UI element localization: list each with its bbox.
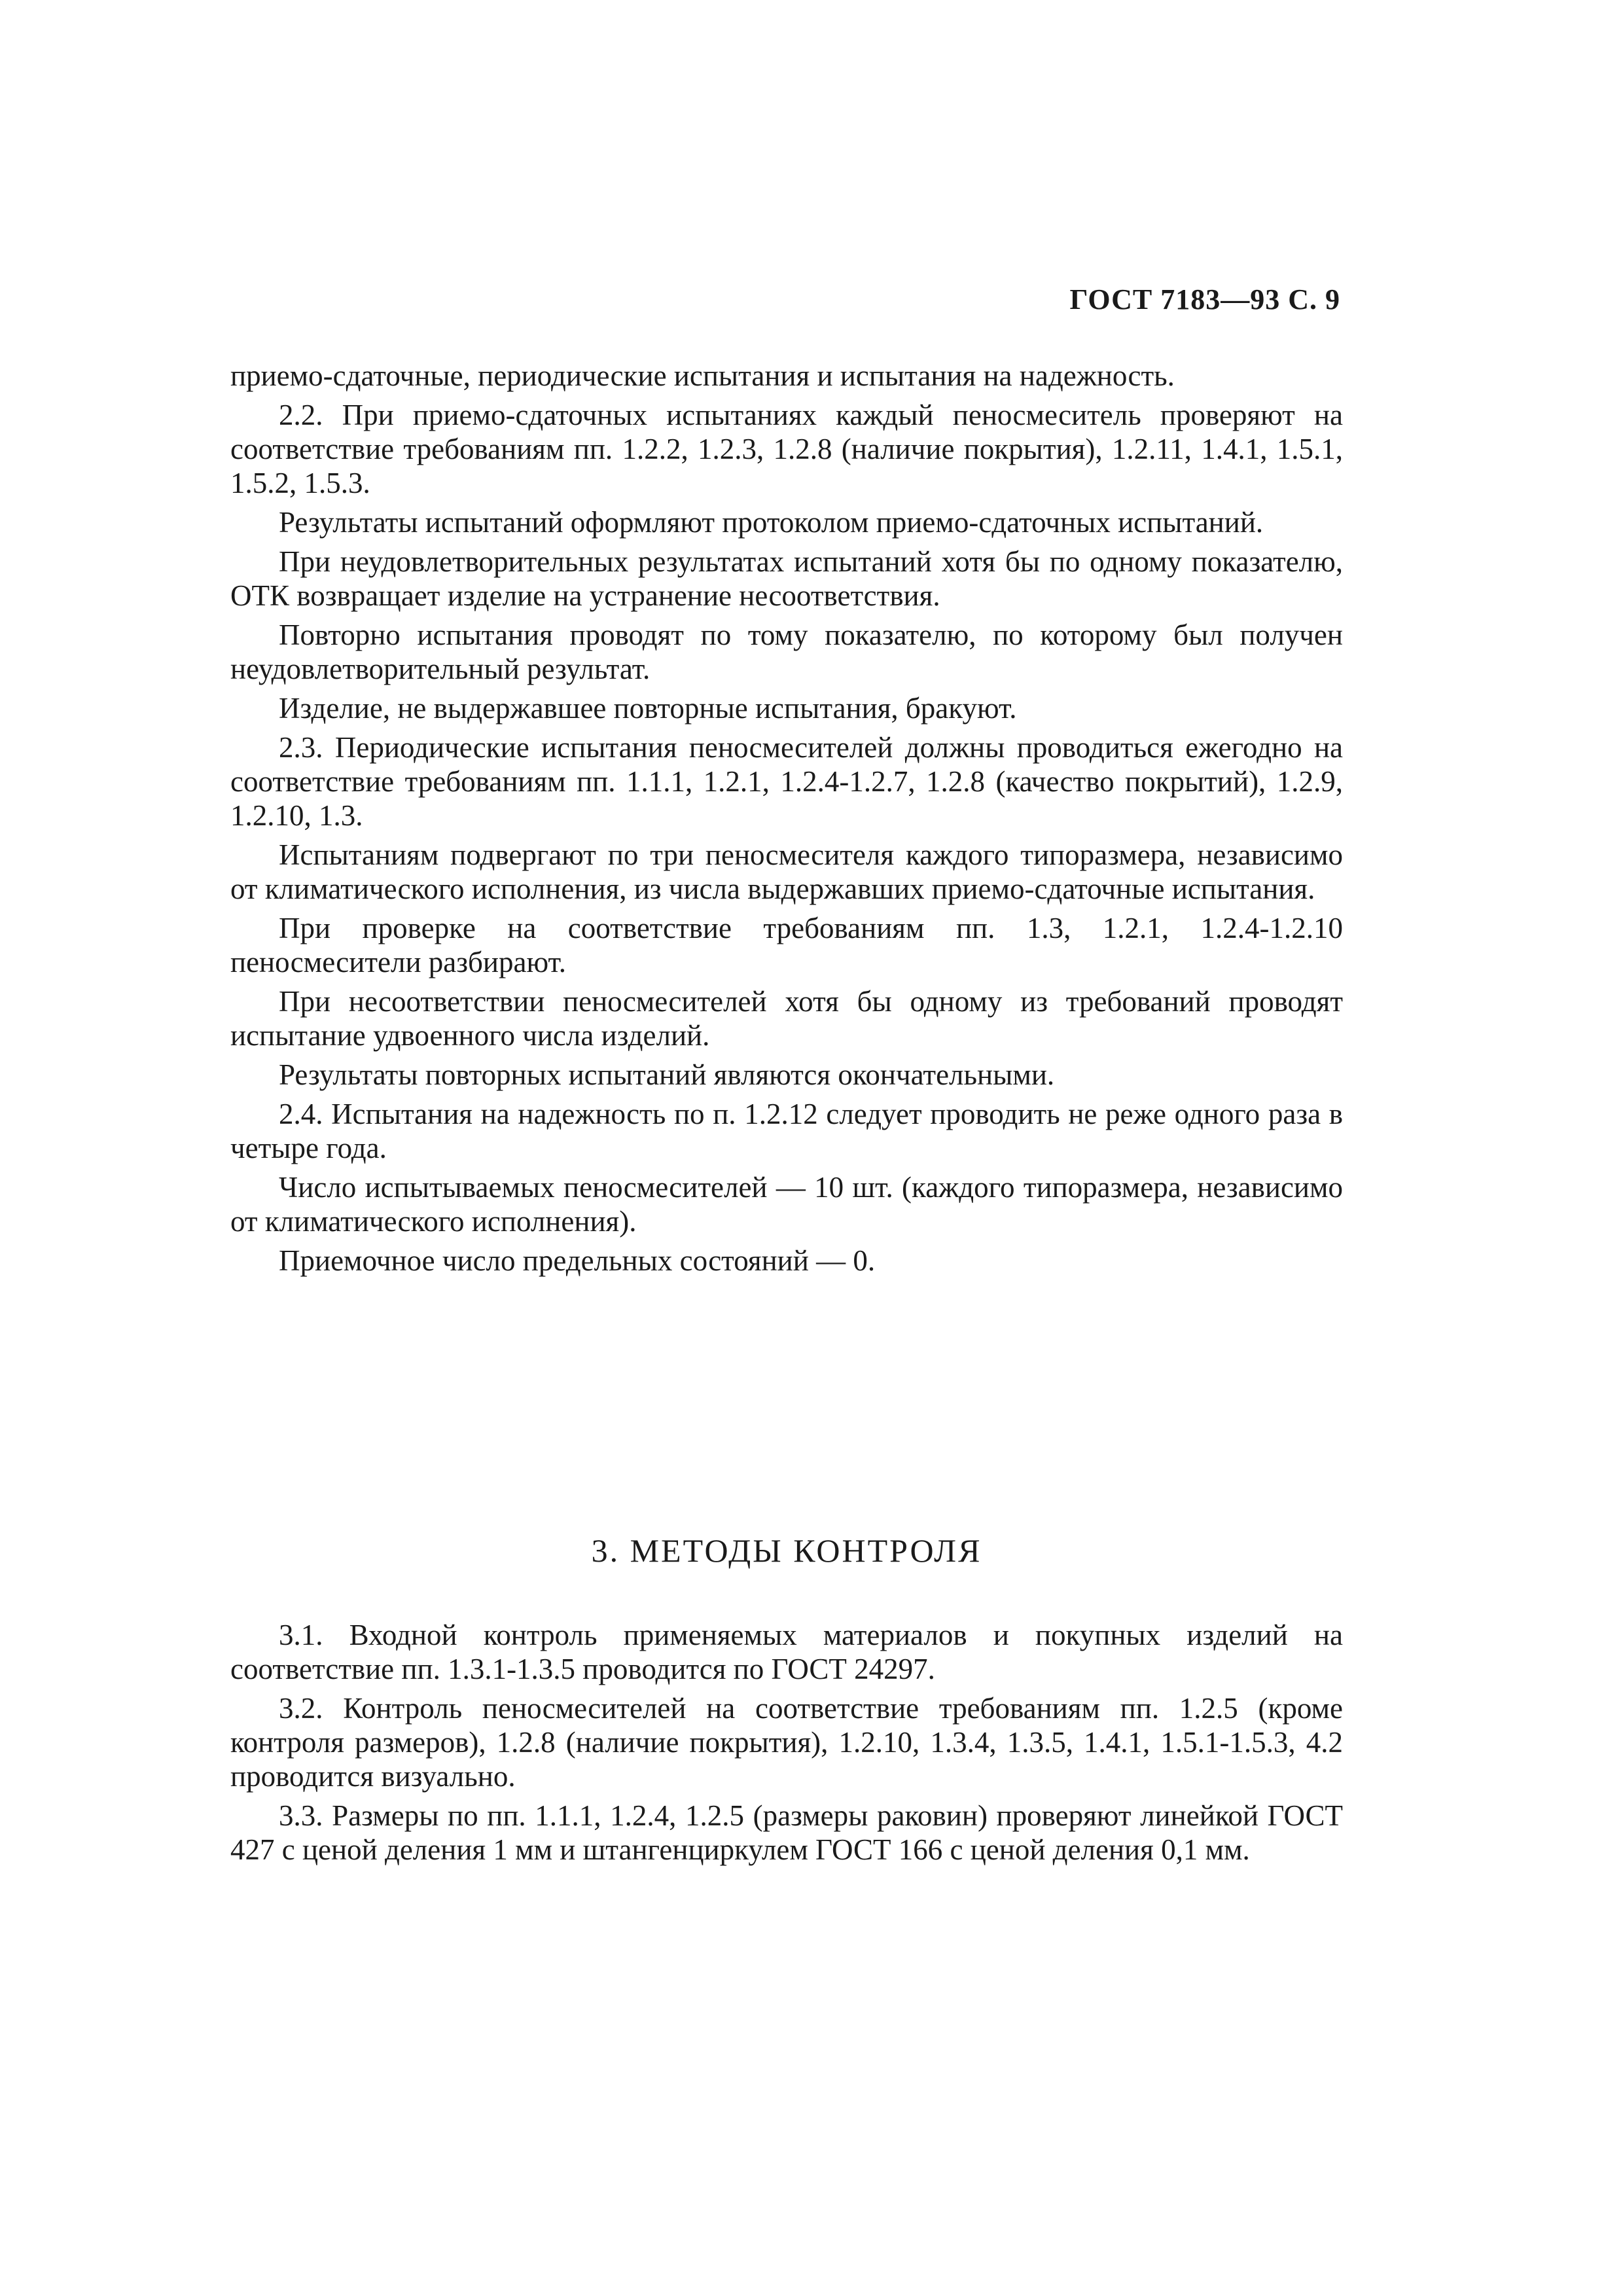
paragraph: Результаты повторных испытаний являются окончательными.: [279, 1058, 1055, 1091]
paragraph: 3.1. Входной контроль применяемых материалов и покупных изделий на соответствие пп. 1.3.1-1.3.5 проводится по ГОСТ 24297.: [230, 1619, 1343, 1685]
paragraph: 2.3. Периодические испытания пеносмесителей должны проводиться ежегодно на соответствие требованиям пп. 1.1.1, 1.2.1, 1.2.4-1.2.7, 1.2.8 (качество покрытий), 1.2.9, 1.2.10, 1.3.: [230, 731, 1343, 832]
paragraph: При неудовлетворительных результатах испытаний хотя бы по одному показателю, ОТК возвращает изделие на устранение несоответствия.: [230, 545, 1343, 612]
paragraph: 3.2. Контроль пеносмесителей на соответствие требованиям пп. 1.2.5 (кроме контроля размеров), 1.2.8 (наличие покрытия), 1.2.10, 1.3.4, 1.3.5, 1.4.1, 1.5.1-1.5.3, 4.2 проводится визуально.: [230, 1692, 1343, 1793]
paragraph: Приемочное число предельных состояний — 0.: [279, 1244, 876, 1277]
section-title: 3. МЕТОДЫ КОНТРОЛЯ: [591, 1532, 982, 1569]
page-header: ГОСТ 7183—93 С. 9: [1069, 283, 1340, 315]
paragraph: Результаты испытаний оформляют протоколом приемо-сдаточных испытаний.: [279, 506, 1264, 539]
paragraph: 2.4. Испытания на надежность по п. 1.2.12 следует проводить не реже одного раза в четыре года.: [230, 1098, 1343, 1164]
paragraph: Число испытываемых пеносмесителей — 10 шт. (каждого типоразмера, независимо от климатического исполнения).: [230, 1171, 1343, 1238]
paragraph: При проверке на соответствие требованиям пп. 1.3, 1.2.1, 1.2.4-1.2.10 пеносмесители разбирают.: [230, 912, 1343, 978]
paragraph: приемо-сдаточные, периодические испытания и испытания на надежность.: [230, 359, 1175, 392]
paragraph: Испытаниям подвергают по три пеносмесителя каждого типоразмера, независимо от климатического исполнения, из числа выдержавших приемо-сдаточные испытания.: [230, 838, 1343, 905]
paragraph: 3.3. Размеры по пп. 1.1.1, 1.2.4, 1.2.5 (размеры раковин) проверяют линейкой ГОСТ 427 с ценой деления 1 мм и штангенциркулем ГОСТ 166 с ценой деления 0,1 мм.: [230, 1799, 1343, 1866]
paragraph: Повторно испытания проводят по тому показателю, по которому был получен неудовлетворительный результат.: [230, 619, 1343, 685]
section-3-body: [230, 1618, 1343, 1872]
paragraph: Изделие, не выдержавшее повторные испытания, бракуют.: [279, 692, 1017, 725]
paragraph: 2.2. При приемо-сдаточных испытаниях каждый пеносмеситель проверяют на соответствие требованиям пп. 1.2.2, 1.2.3, 1.2.8 (наличие покрытия), 1.2.11, 1.4.1, 1.5.1, 1.5.2, 1.5.3.: [230, 399, 1343, 499]
section-2-body: [230, 359, 1343, 1283]
paragraph: При несоответствии пеносмесителей хотя бы одному из требований проводят испытание удвоенного числа изделий.: [230, 985, 1343, 1052]
